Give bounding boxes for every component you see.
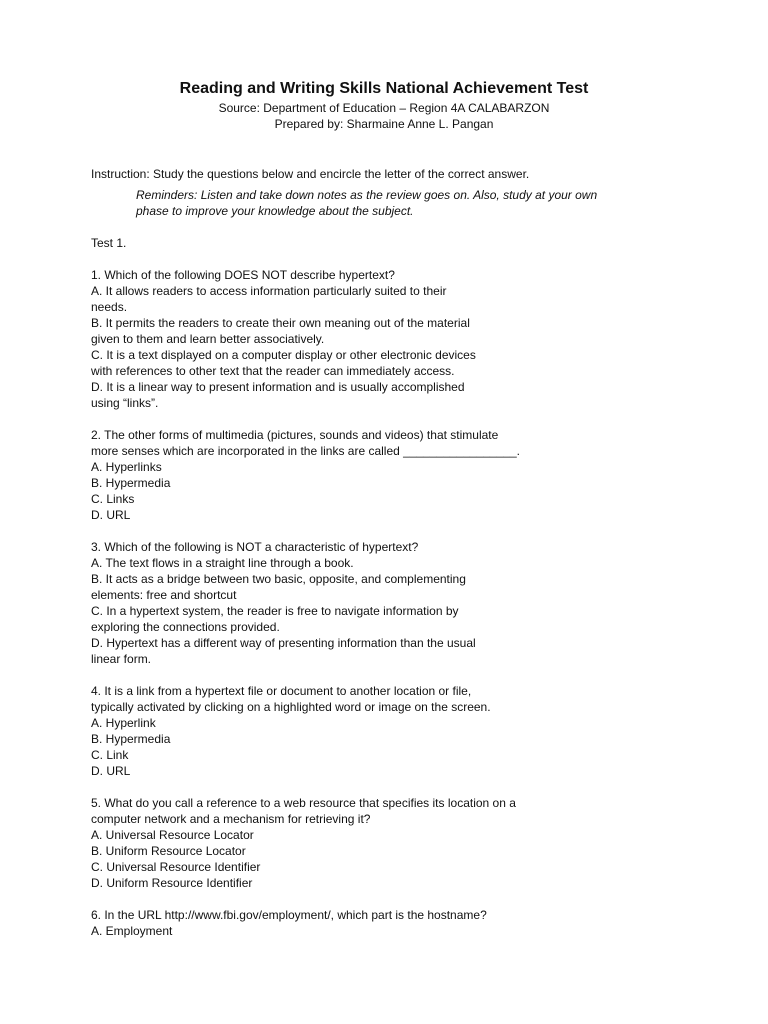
spacer (91, 523, 691, 539)
question-text: typically activated by clicking on a highlighted word or image on the screen. (91, 700, 491, 714)
questions-list (91, 267, 691, 939)
answer-option: D. Uniform Resource Identifier (91, 876, 253, 890)
question-block (91, 427, 691, 523)
answer-option: C. Link (91, 748, 129, 762)
document-body (91, 166, 691, 939)
document-title: Reading and Writing Skills National Achievement Test (179, 80, 589, 97)
answer-option: D. It is a linear way to present information and is usually accomplished (91, 380, 465, 394)
question-text: 3. Which of the following is NOT a characteristic of hypertext? (91, 540, 419, 554)
answer-option: D. URL (91, 764, 131, 778)
question-text: 2. The other forms of multimedia (pictures, sounds and videos) that stimulate (91, 428, 499, 442)
answer-option: C. Links (91, 492, 135, 506)
answer-option: elements: free and shortcut (91, 588, 237, 602)
question-text: computer network and a mechanism for retrieving it? (91, 812, 371, 826)
question-text: 5. What do you call a reference to a web resource that specifies its location on a (91, 796, 516, 810)
spacer (91, 219, 691, 235)
answer-option: B. Uniform Resource Locator (91, 844, 246, 858)
answer-option: A. Hyperlink (91, 716, 156, 730)
test-label: Test 1. (91, 236, 127, 250)
answer-option: linear form. (91, 652, 152, 666)
answer-option: C. It is a text displayed on a computer display or other electronic devices (91, 348, 476, 362)
answer-option: exploring the connections provided. (91, 620, 280, 634)
answer-option: C. In a hypertext system, the reader is free to navigate information by (91, 604, 459, 618)
spacer (91, 251, 691, 267)
question-text: 6. In the URL http://www.fbi.gov/employment/, which part is the hostname? (91, 908, 487, 922)
answer-option: B. Hypermedia (91, 732, 171, 746)
answer-option: B. It acts as a bridge between two basic, opposite, and complementing (91, 572, 466, 586)
question-block (91, 907, 691, 939)
source-line: Source: Department of Education – Region 4A CALABARZON (218, 101, 550, 115)
answer-option: given to them and learn better associatively. (91, 332, 325, 346)
answer-option: needs. (91, 300, 128, 314)
question-block (91, 267, 691, 411)
spacer (91, 779, 691, 795)
answer-option: with references to other text that the reader can immediately access. (91, 364, 455, 378)
answer-option: C. Universal Resource Identifier (91, 860, 261, 874)
spacer (91, 667, 691, 683)
answer-option: A. It allows readers to access information particularly suited to their (91, 284, 447, 298)
spacer (91, 891, 691, 907)
reminder-line: Reminders: Listen and take down notes as the review goes on. Also, study at your own (136, 188, 598, 202)
question-block (91, 683, 691, 779)
reminders-block (136, 187, 691, 219)
answer-option: B. Hypermedia (91, 476, 171, 490)
instruction-text: Instruction: Study the questions below and encircle the letter of the correct answer. (91, 167, 530, 181)
reminder-line: phase to improve your knowledge about the subject. (136, 204, 414, 218)
prepared-by-line: Prepared by: Sharmaine Anne L. Pangan (274, 117, 494, 131)
spacer (91, 411, 691, 427)
question-text: 1. Which of the following DOES NOT describe hypertext? (91, 268, 395, 282)
answer-option: A. Hyperlinks (91, 460, 162, 474)
question-text: more senses which are incorporated in the links are called _________________. (91, 444, 520, 458)
question-block (91, 795, 691, 891)
answer-option: B. It permits the readers to create their own meaning out of the material (91, 316, 470, 330)
answer-option: A. Universal Resource Locator (91, 828, 254, 842)
answer-option: A. Employment (91, 924, 173, 938)
question-text: 4. It is a link from a hypertext file or document to another location or file, (91, 684, 472, 698)
answer-option: D. URL (91, 508, 131, 522)
question-block (91, 539, 691, 667)
answer-option: A. The text flows in a straight line through a book. (91, 556, 354, 570)
answer-option: using “links”. (91, 396, 159, 410)
answer-option: D. Hypertext has a different way of presenting information than the usual (91, 636, 476, 650)
document-header (0, 78, 768, 132)
